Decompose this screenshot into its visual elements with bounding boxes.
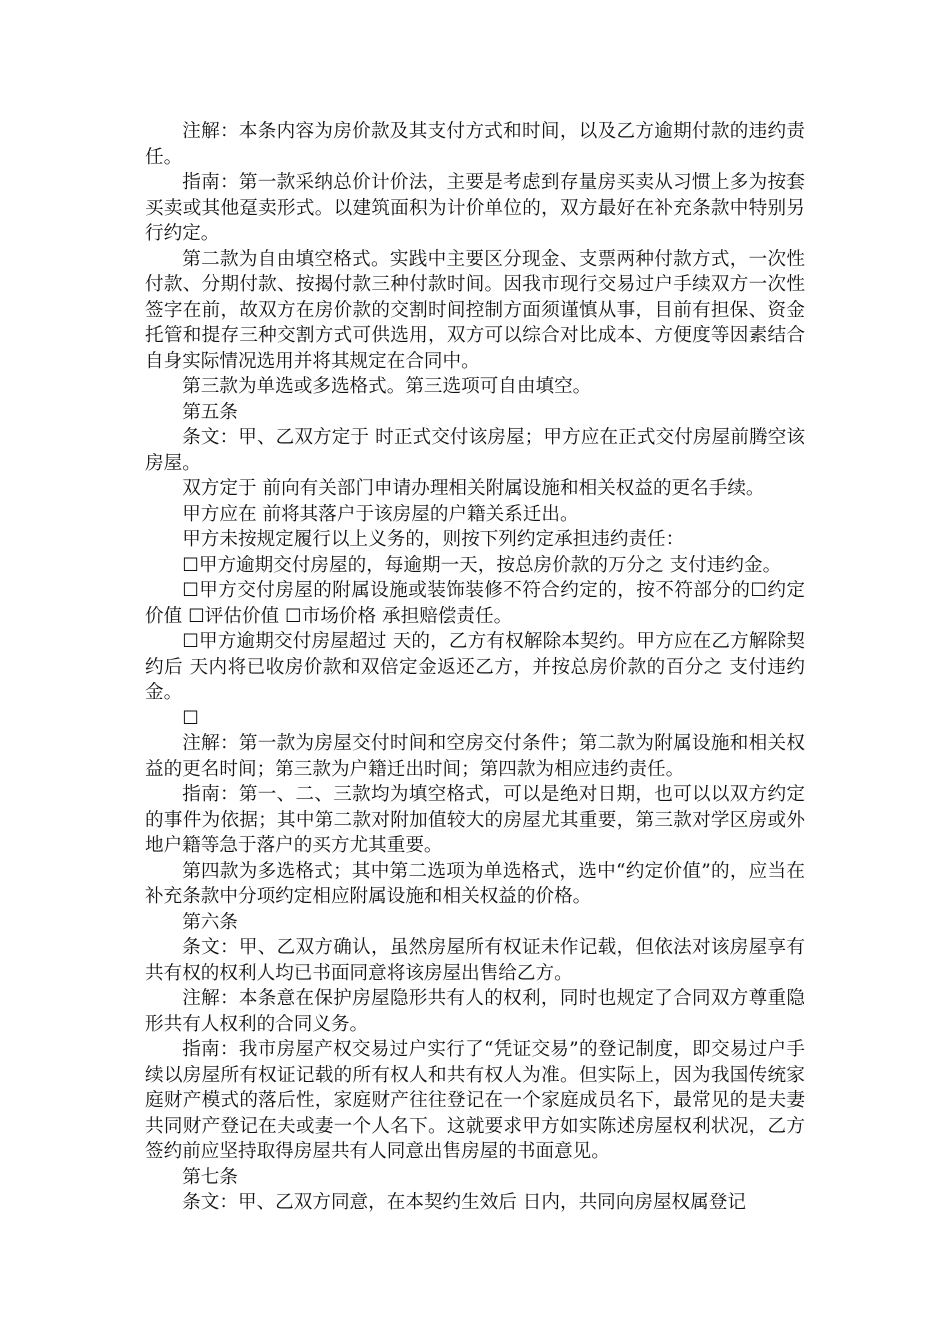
paragraph: 第四款为多选格式；其中第二选项为单选格式，选中“约定价值”的，应当在补充条款中分项约定相应附属设施和相关权益的价格。 xyxy=(145,860,805,907)
checkbox-option: ☐甲方交付房屋的附属设施或装饰装修不符合约定的，按不符部分的☐约定价值 ☐评估价值 ☐市场价格 承担赔偿责任。 xyxy=(145,580,805,627)
paragraph: 第二款为自由填空格式。实践中主要区分现金、支票两种付款方式，一次性付款、分期付款、按揭付款三种付款时间。因我市现行交易过户手续双方一次性签字在前，故双方在房价款的交割时间控制方面须谨慎从事，目前有担保、资金托管和提存三种交割方式可供选用，双方可以综合对比成本、方便度等因素结合自身实际情况选用并将其规定在合同中。 xyxy=(145,248,805,372)
paragraph: 条文：甲、乙双方定于 时正式交付该房屋；甲方应在正式交付房屋前腾空该房屋。 xyxy=(145,427,805,474)
paragraph: 第三款为单选或多选格式。第三选项可自由填空。 xyxy=(182,376,592,397)
paragraph: 甲方应在 前将其落户于该房屋的户籍关系迁出。 xyxy=(182,503,579,525)
checkbox-option: ☐甲方逾期交付房屋超过 天的，乙方有权解除本契约。甲方应在乙方解除契约后 天内将已收房价款和双倍定金返还乙方，并按总房价款的百分之 支付违约金。 xyxy=(145,631,805,703)
paragraph: 指南：第一、二、三款均为填空格式，可以是绝对日期，也可以以双方约定的事件为依据；其中第二款对附加值较大的房屋尤其重要，第三款对学区房或外地户籍等急于落户的买方尤其重要。 xyxy=(145,784,805,856)
document-body xyxy=(145,119,805,1216)
paragraph: 指南：我市房屋产权交易过户实行了“凭证交易”的登记制度，即交易过户手续以房屋所有权证记载的所有权人和共有权人为准。但实际上，因为我国传统家庭财产模式的落后性，家庭财产往往登记在一个家庭成员名下，最常见的是夫妻共同财产登记在夫或妻一个人名下。这就要求甲方如实陈述房屋权利状况，乙方签约前应坚持取得房屋共有人同意出售房屋的书面意见。 xyxy=(145,1039,805,1162)
paragraph: 指南：第一款采纳总价计价法，主要是考虑到存量房买卖从习惯上多为按套买卖或其他趸卖形式。以建筑面积为计价单位的，双方最好在补充条款中特别另行约定。 xyxy=(145,172,805,244)
paragraph: 条文：甲、乙双方同意，在本契约生效后 日内，共同向房屋权属登记 xyxy=(182,1192,746,1213)
checkbox-option: ☐ xyxy=(182,707,199,729)
paragraph: 甲方未按规定履行以上义务的，则按下列约定承担违约责任： xyxy=(182,529,685,550)
paragraph: 双方定于 前向有关部门申请办理相关附属设施和相关权益的更名手续。 xyxy=(182,478,765,499)
paragraph: 注解：第一款为房屋交付时间和空房交付条件；第二款为附属设施和相关权益的更名时间；第三款为户籍迁出时间；第四款为相应违约责任。 xyxy=(145,733,805,780)
article-heading: 第七条 xyxy=(182,1166,238,1188)
paragraph: 条文：甲、乙双方确认，虽然房屋所有权证未作记载，但依法对该房屋享有共有权的权利人均已书面同意将该房屋出售给乙方。 xyxy=(145,937,805,984)
paragraph: 注解：本条意在保护房屋隐形共有人的权利，同时也规定了合同双方尊重隐形共有人权利的合同义务。 xyxy=(145,988,805,1035)
article-heading: 第五条 xyxy=(182,401,238,423)
checkbox-option: ☐甲方逾期交付房屋的，每逾期一天，按总房价款的万分之 支付违约金。 xyxy=(182,554,782,576)
article-heading: 第六条 xyxy=(182,911,238,933)
paragraph: 注解：本条内容为房价款及其支付方式和时间，以及乙方逾期付款的违约责任。 xyxy=(145,121,805,168)
